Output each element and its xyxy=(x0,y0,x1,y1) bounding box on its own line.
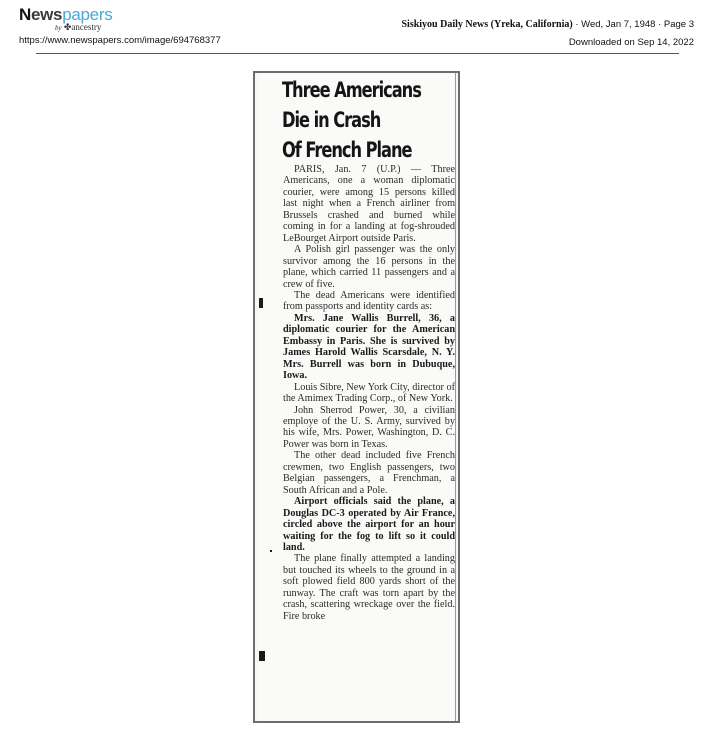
ink-mark xyxy=(270,550,272,552)
paragraph: Louis Sibre, New York City, director of the Amimex Trading Corp., of New York. xyxy=(283,381,455,405)
headline-line-3: Of French Plane xyxy=(282,138,412,162)
paragraph: PARIS, Jan. 7 (U.P.) — Three Americans, one a woman diplomatic courier, were among 15 persons killed last night when a French airliner from Brussels crashed and burned while coming in for a landing at fog-shrouded LeBourget Airport outside Paris. xyxy=(283,164,455,244)
header-divider xyxy=(36,53,679,54)
newspapers-logo[interactable] xyxy=(19,5,113,32)
headline xyxy=(282,75,431,165)
citation-line xyxy=(401,16,694,34)
logo-ancestry xyxy=(55,22,101,33)
clipping-page xyxy=(259,73,456,723)
publication-name: Siskiyou Daily News (Yreka, California) xyxy=(401,19,573,30)
paragraph-bold: Airport officials said the plane, a Douglas DC-3 operated by Air France, circled above the airport for an hour waiting for the fog to lift so it could land. xyxy=(283,496,455,553)
ink-mark xyxy=(259,298,263,308)
headline-line-1: Three Americans xyxy=(282,78,421,102)
logo-letter: N xyxy=(19,5,31,24)
date-page: · Wed, Jan 7, 1948 · Page 3 xyxy=(572,19,694,30)
logo-by: by xyxy=(55,24,62,32)
download-date: Downloaded on Sep 14, 2022 xyxy=(568,37,694,48)
paragraph: A Polish girl passenger was the only survivor among the 16 persons in the plane, which carried 11 passengers and a crew of five. xyxy=(283,244,455,290)
paragraph-bold: Mrs. Jane Wallis Burrell, 36, a diplomatic courier for the American Embassy in Paris. She is survived by James Harold Wallis Scarsdale, N. Y. Mrs. Burrell was born in Dubuque, Iowa. xyxy=(283,312,455,382)
logo-ancestry-text: ancestry xyxy=(71,22,102,32)
citation xyxy=(401,16,694,52)
image-url[interactable]: https://www.newspapers.com/image/694768377 xyxy=(19,35,221,46)
paragraph: The other dead included five French crewmen, two English passengers, two Belgian passengers, a Frenchman, a South African and a Pole. xyxy=(283,450,455,496)
logo-letters: ews xyxy=(30,5,63,24)
paragraph: John Sherrod Power, 30, a civilian employe of the U. S. Army, survived by his wife, Mrs. Power, Washington, D. C. Power was born in Texas. xyxy=(283,404,455,450)
ink-mark xyxy=(259,651,265,661)
paragraph: The dead Americans were identified from passports and identity cards as: xyxy=(283,289,455,313)
logo-accent-letters: papers xyxy=(62,5,113,24)
paragraph: The plane finally attempted a landing but touched its wheels to the ground in a soft plowed field 800 yards short of the runway. The craft was torn apart by the crash, scattering wreckage over the field. Fire broke xyxy=(283,553,455,622)
article-body xyxy=(283,164,455,622)
ancestry-leaf-icon: ✤ xyxy=(63,22,72,32)
newspaper-clipping xyxy=(253,71,460,723)
headline-line-2: Die in Crash xyxy=(282,108,381,132)
